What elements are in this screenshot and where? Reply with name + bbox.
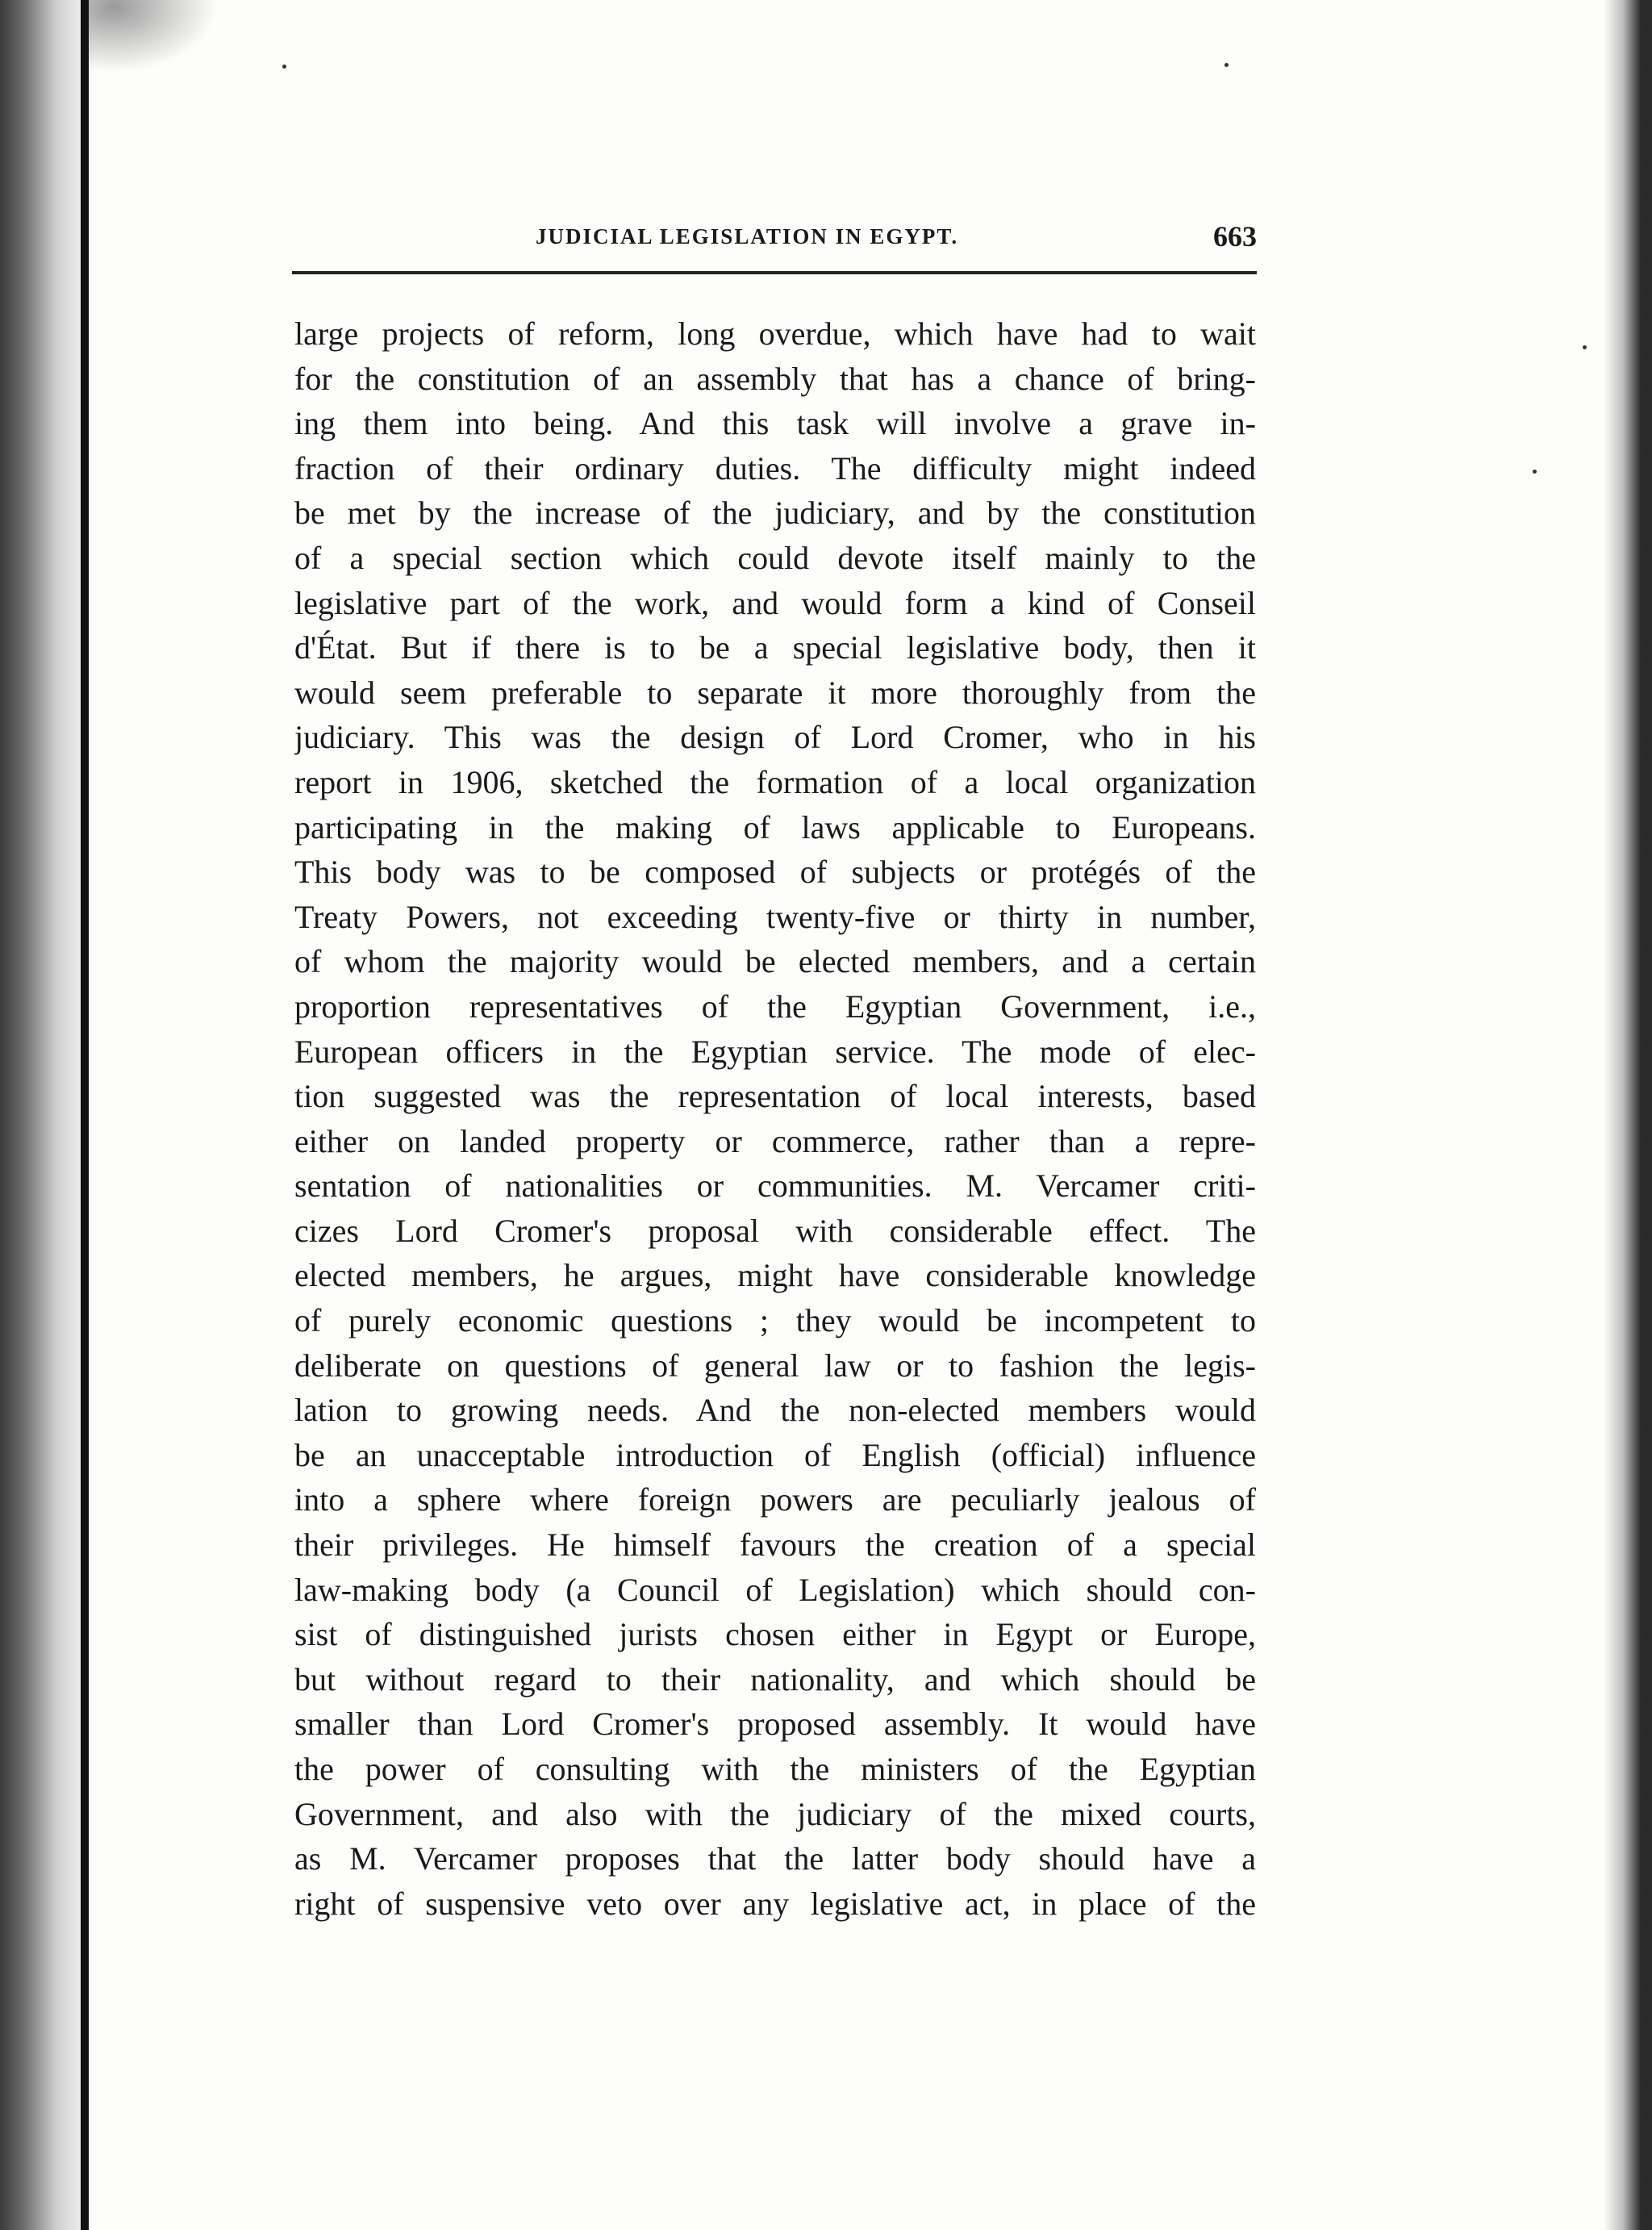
binding-edge-line — [81, 0, 89, 2230]
text-line: but without regard to their nationality, and which should be — [294, 1660, 1256, 1698]
scan-speck — [1533, 470, 1537, 474]
text-line: This body was to be composed of subjects or protégés of the — [294, 854, 1256, 891]
text-line: their privileges. He himself favours the creation of a special — [294, 1526, 1256, 1564]
text-line: of a special section which could devote itself mainly to the — [294, 539, 1256, 576]
text-line: Treaty Powers, not exceeding twenty-five or thirty in number, — [294, 898, 1256, 935]
text-line: ing them into being. And this task will involve a grave in- — [294, 405, 1256, 442]
text-line: law-making body (a Council of Legislation) which should con- — [294, 1571, 1256, 1608]
text-line: be an unacceptable introduction of English (official) influence — [294, 1436, 1256, 1473]
text-line: would seem preferable to separate it more thoroughly from the — [294, 674, 1256, 711]
text-line: report in 1906, sketched the formation of a local organization — [294, 763, 1256, 800]
right-edge-shadow — [1604, 0, 1652, 2230]
text-line: smaller than Lord Cromer's proposed assembly. It would have — [294, 1706, 1256, 1743]
text-line: tion suggested was the representation of local interests, based — [294, 1078, 1256, 1115]
scan-speck — [282, 65, 286, 69]
text-line: proportion representatives of the Egyptian Government, i.e., — [294, 988, 1256, 1025]
text-line: Government, and also with the judiciary of the mixed courts, — [294, 1795, 1256, 1832]
text-line: either on landed property or commerce, rather than a repre- — [294, 1122, 1256, 1159]
text-line: sist of distinguished jurists chosen either in Egypt or Europe, — [294, 1616, 1256, 1653]
text-line: European officers in the Egyptian service. The mode of elec- — [294, 1033, 1256, 1070]
text-line: lation to growing needs. And the non-elected members would — [294, 1392, 1256, 1429]
running-head: JUDICIAL LEGISLATION IN EGYPT. — [536, 224, 959, 248]
text-line: elected members, he argues, might have considerable knowledge — [294, 1257, 1256, 1294]
text-line: be met by the increase of the judiciary, and by the constitution — [294, 495, 1256, 532]
text-line: for the constitution of an assembly that has a chance of bring- — [294, 360, 1256, 397]
scan-speck — [1224, 63, 1229, 67]
text-line: large projects of reform, long overdue, which have had to wait — [294, 315, 1256, 352]
text-line: cizes Lord Cromer's proposal with considerable effect. The — [294, 1212, 1256, 1249]
scan-noise — [89, 0, 218, 73]
text-line: judiciary. This was the design of Lord Cromer, who in his — [294, 719, 1256, 756]
text-line: sentation of nationalities or communities. M. Vercamer criti- — [294, 1167, 1256, 1205]
page-header — [292, 219, 1257, 268]
text-line: right of suspensive veto over any legislative act, in place of the — [294, 1885, 1256, 1922]
page-number: 663 — [1213, 220, 1257, 253]
scan-speck — [1583, 345, 1587, 349]
text-line: d'État. But if there is to be a special legislative body, then it — [294, 629, 1256, 666]
text-line: the power of consulting with the ministers of the Egyptian — [294, 1751, 1256, 1787]
text-line: legislative part of the work, and would form a kind of Conseil — [294, 584, 1256, 621]
text-line: of whom the majority would be elected members, and a certain — [294, 943, 1256, 980]
text-line: into a sphere where foreign powers are peculiarly jealous of — [294, 1481, 1256, 1518]
text-line: of purely economic questions ; they would be incompetent to — [294, 1302, 1256, 1339]
text-line: deliberate on questions of general law or to fashion the legis- — [294, 1347, 1256, 1384]
text-line: fraction of their ordinary duties. The difficulty might indeed — [294, 449, 1256, 487]
text-line: as M. Vercamer proposes that the latter body should have a — [294, 1840, 1256, 1877]
body-text — [294, 311, 1256, 1926]
text-line: participating in the making of laws applicable to Europeans. — [294, 808, 1256, 846]
header-rule — [292, 271, 1257, 274]
